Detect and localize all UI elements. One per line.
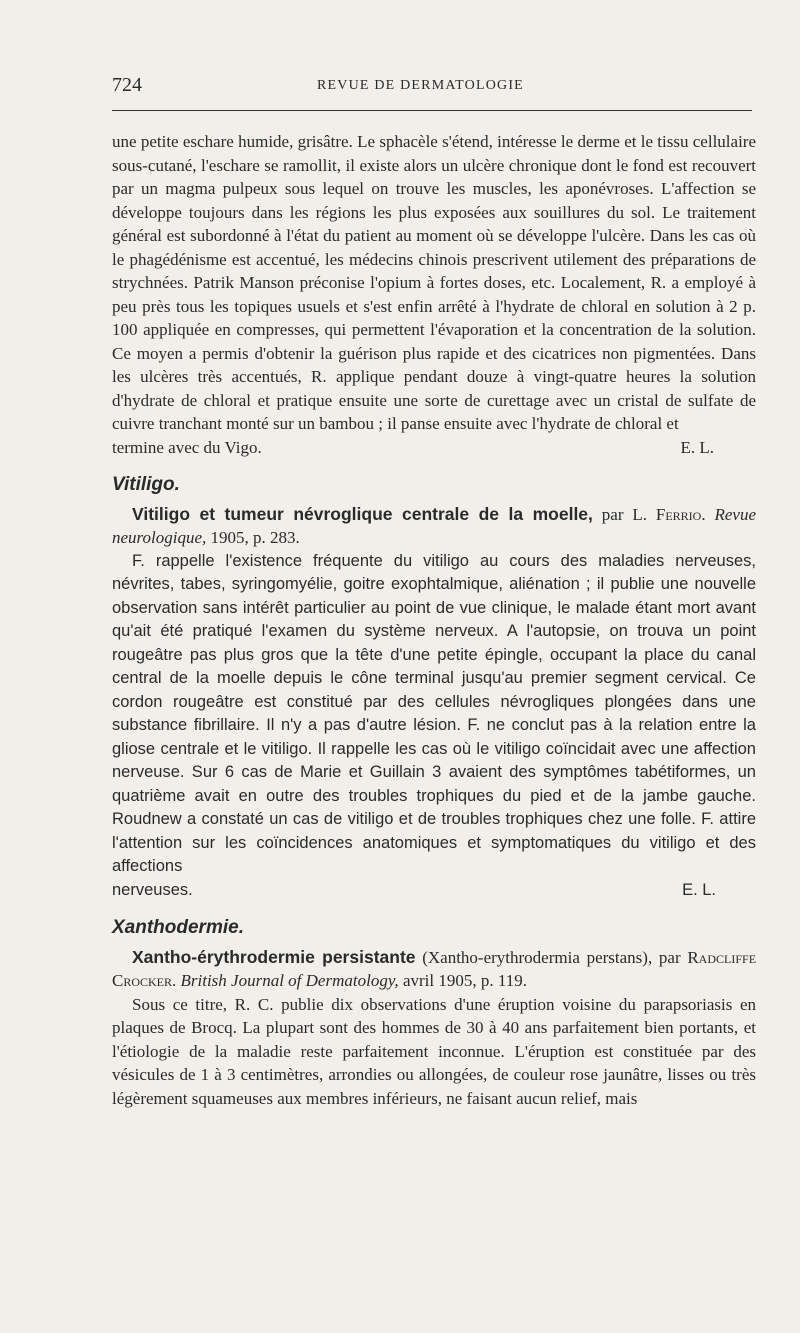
section-title-vitiligo: Vitiligo. bbox=[112, 474, 180, 495]
page-content bbox=[112, 130, 756, 1110]
intro-paragraph bbox=[112, 130, 756, 436]
xantho-author: Radcliffe Crocker. bbox=[112, 947, 757, 990]
xantho-reference bbox=[112, 946, 756, 993]
intro-text: une petite eschare humide, grisâtre. Le sphacèle s'étend, intéresse le derme et le tissu cellulaire sous-cutané, l'eschare se ramollit, il existe alors un ulcère chronique dont le fond est recouvert par un magma pulpeux sous lequel on trouve les muscles, les aponévroses. L'affection se développe toujours dans les régions les plus exposées aux souillures du sol. Le traitement général est subordonné à l'état du patient au moment où se développe l'ulcère. Dans les cas où le phagédénisme est accentué, les médecins chinois prescrivent utilement des préparations de strychnées. Patrik Manson préconise l'opium à fortes doses, etc. Localement, R. a employé à peu près tous les topiques usuels et s'est enfin arrêté à l'hydrate de chloral en solution à 2 p. 100 appliquée en compresses, qui permettent l'évaporation et la concentration de la solution. Ce moyen a permis d'obtenir la guérison plus rapide et des cicatrices non pigmentées. Dans les ulcères très accentués, R. applique pendant douze à vingt-quatre heures la solution d'hydrate de chloral et pratique ensuite une sorte de curettage avec un cristal de sulfate de cuivre tranchant monté sur un bambou ; il panse ensuite avec l'hydrate de chloral et bbox=[112, 132, 756, 433]
xantho-article-title: Xantho-érythrodermie persistante bbox=[132, 946, 416, 967]
vitiligo-reference bbox=[112, 503, 756, 550]
vitiligo-closing bbox=[112, 879, 756, 903]
xantho-journal: British Journal of Dermatology, bbox=[180, 971, 399, 990]
intro-last-line: termine avec du Vigo. bbox=[112, 437, 262, 457]
intro-closing bbox=[112, 436, 756, 460]
vitiligo-journal: Revue neurologique, bbox=[112, 504, 756, 547]
page-number: 724 bbox=[112, 74, 142, 96]
header-rule bbox=[112, 110, 752, 111]
xantho-body-text: Sous ce titre, R. C. publie dix observations d'une éruption voisine du parapsoriasis en plaques de Brocq. La plupart sont des hommes de 30 à 40 ans parfaitement bien portants, et l'étiologie de la maladie reste parfaitement inconnue. L'éruption est constituée par des vésicules de 1 à 3 centimètres, arrondies ou allongées, de couleur rose jaunâtre, lisses ou très légèrement squameuses aux membres inférieurs, ne faisant aucun relief, mais bbox=[112, 994, 756, 1108]
vitiligo-by: par bbox=[601, 504, 624, 524]
vitiligo-signature: E. L. bbox=[682, 880, 716, 899]
vitiligo-last-line: nerveuses. bbox=[112, 880, 193, 899]
vitiligo-citation: 1905, p. 283. bbox=[210, 528, 300, 547]
vitiligo-author: L. Ferrio. bbox=[632, 504, 706, 524]
xantho-citation: avril 1905, p. 119. bbox=[402, 971, 527, 990]
xantho-body bbox=[112, 993, 756, 1111]
vitiligo-body-text: F. rappelle l'existence fréquente du vitiligo au cours des maladies nerveuses, névrites, tabes, syringomyélie, goitre exophtalmique, aliénation ; il publie une nouvelle observation sans intérêt particulier au point de vue clinique, le malade étant mort avant qu'ait été pratiqué l'examen du système nerveux. A l'autopsie, on trouva un point rougeâtre pas plus gros que la tête d'une petite épingle, occupant la place du canal central de la moelle depuis le cône terminal jusqu'au premier segment cervical. Ce cordon rougeâtre est constitué par des cellules névrogliques plongées dans une substance fibrillaire. Il n'y a pas d'autre lésion. F. ne conclut pas à la relation entre la gliose centrale et le vitiligo. Il rappelle les cas où le vitiligo coïncidait avec une affection nerveuse. Sur 6 cas de Marie et Guillain 3 avaient des symptômes tabétiformes, un quatrième avait en outre des troubles trophiques du pied et de la jambe gauche. Roudnew a constaté un cas de vitiligo et de troubles trophiques chez une folle. F. attire l'attention sur les coïncidences anatomiques et symptomatiques du vitiligo et des affections bbox=[112, 551, 756, 875]
xantho-latin: (Xantho-erythrodermia perstans), par bbox=[422, 947, 681, 967]
vitiligo-article-title: Vitiligo et tumeur névroglique centrale de la moelle, bbox=[132, 503, 593, 524]
section-title-xanthodermie: Xanthodermie. bbox=[112, 917, 244, 938]
running-title: REVUE DE DERMATOLOGIE bbox=[317, 78, 524, 93]
vitiligo-body bbox=[112, 550, 756, 879]
intro-signature: E. L. bbox=[680, 437, 714, 457]
page-header bbox=[112, 74, 752, 100]
